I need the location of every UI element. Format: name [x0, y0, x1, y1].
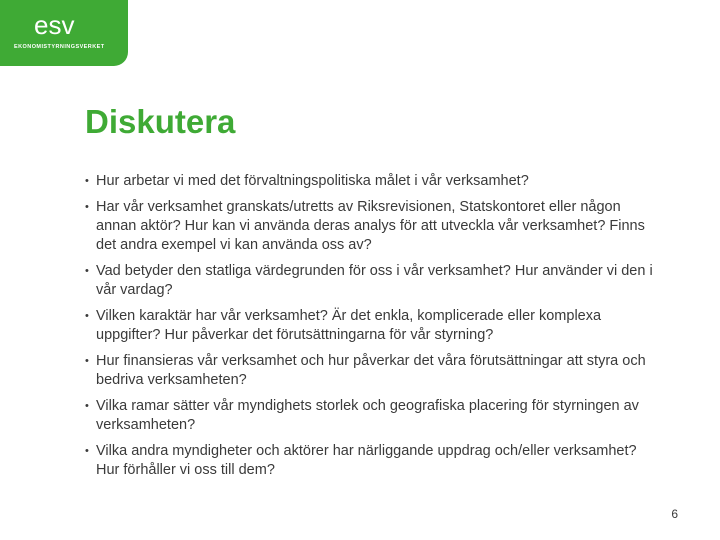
esv-logo [0, 0, 128, 66]
bullet-icon: • [85, 445, 89, 457]
list-item [85, 442, 655, 480]
bullet-icon: • [85, 175, 89, 187]
list-item-text: Hur finansieras vår verksamhet och hur påverkar det våra förutsättningar att styra och bedriva verksamheten? [96, 353, 646, 388]
list-item [85, 262, 655, 300]
bullet-icon: • [85, 201, 89, 213]
esv-logo-mark [30, 8, 90, 42]
slide-title: Diskutera [85, 103, 236, 140]
bullet-icon: • [85, 265, 89, 277]
list-item [85, 172, 655, 191]
list-item [85, 352, 655, 390]
svg-text:esv: esv [34, 10, 75, 40]
list-item [85, 198, 655, 255]
list-item-text: Vilken karaktär har vår verksamhet? Är det enkla, komplicerade eller komplexa uppgifter? Hur påverkar det förutsättningarna för vår styrning? [96, 308, 602, 343]
page-number: 6 [671, 507, 678, 521]
list-item [85, 307, 655, 345]
discussion-list [85, 172, 655, 487]
list-item-text: Har vår verksamhet granskats/utretts av Riksrevisionen, Statskontoret eller någon annan aktör? Hur kan vi använda deras analys för att utveckla vår verksamhet? Finns det andra exempel vi kan använda oss av? [96, 199, 645, 253]
list-item [85, 397, 655, 435]
bullet-icon: • [85, 355, 89, 367]
bullet-icon: • [85, 310, 89, 322]
list-item-text: Vilka andra myndigheter och aktörer har närliggande uppdrag och/eller verksamhet? Hur förhåller vi oss till dem? [96, 443, 637, 478]
bullet-icon: • [85, 400, 89, 412]
list-item-text: Hur arbetar vi med det förvaltningspolitiska målet i vår verksamhet? [96, 173, 529, 189]
logo-wordmark: EKONOMISTYRNINGSVERKET [14, 44, 105, 50]
list-item-text: Vad betyder den statliga värdegrunden för oss i vår verksamhet? Hur använder vi den i vår vardag? [96, 263, 653, 298]
list-item-text: Vilka ramar sätter vår myndighets storlek och geografiska placering för styrningen av verksamheten? [96, 398, 639, 433]
